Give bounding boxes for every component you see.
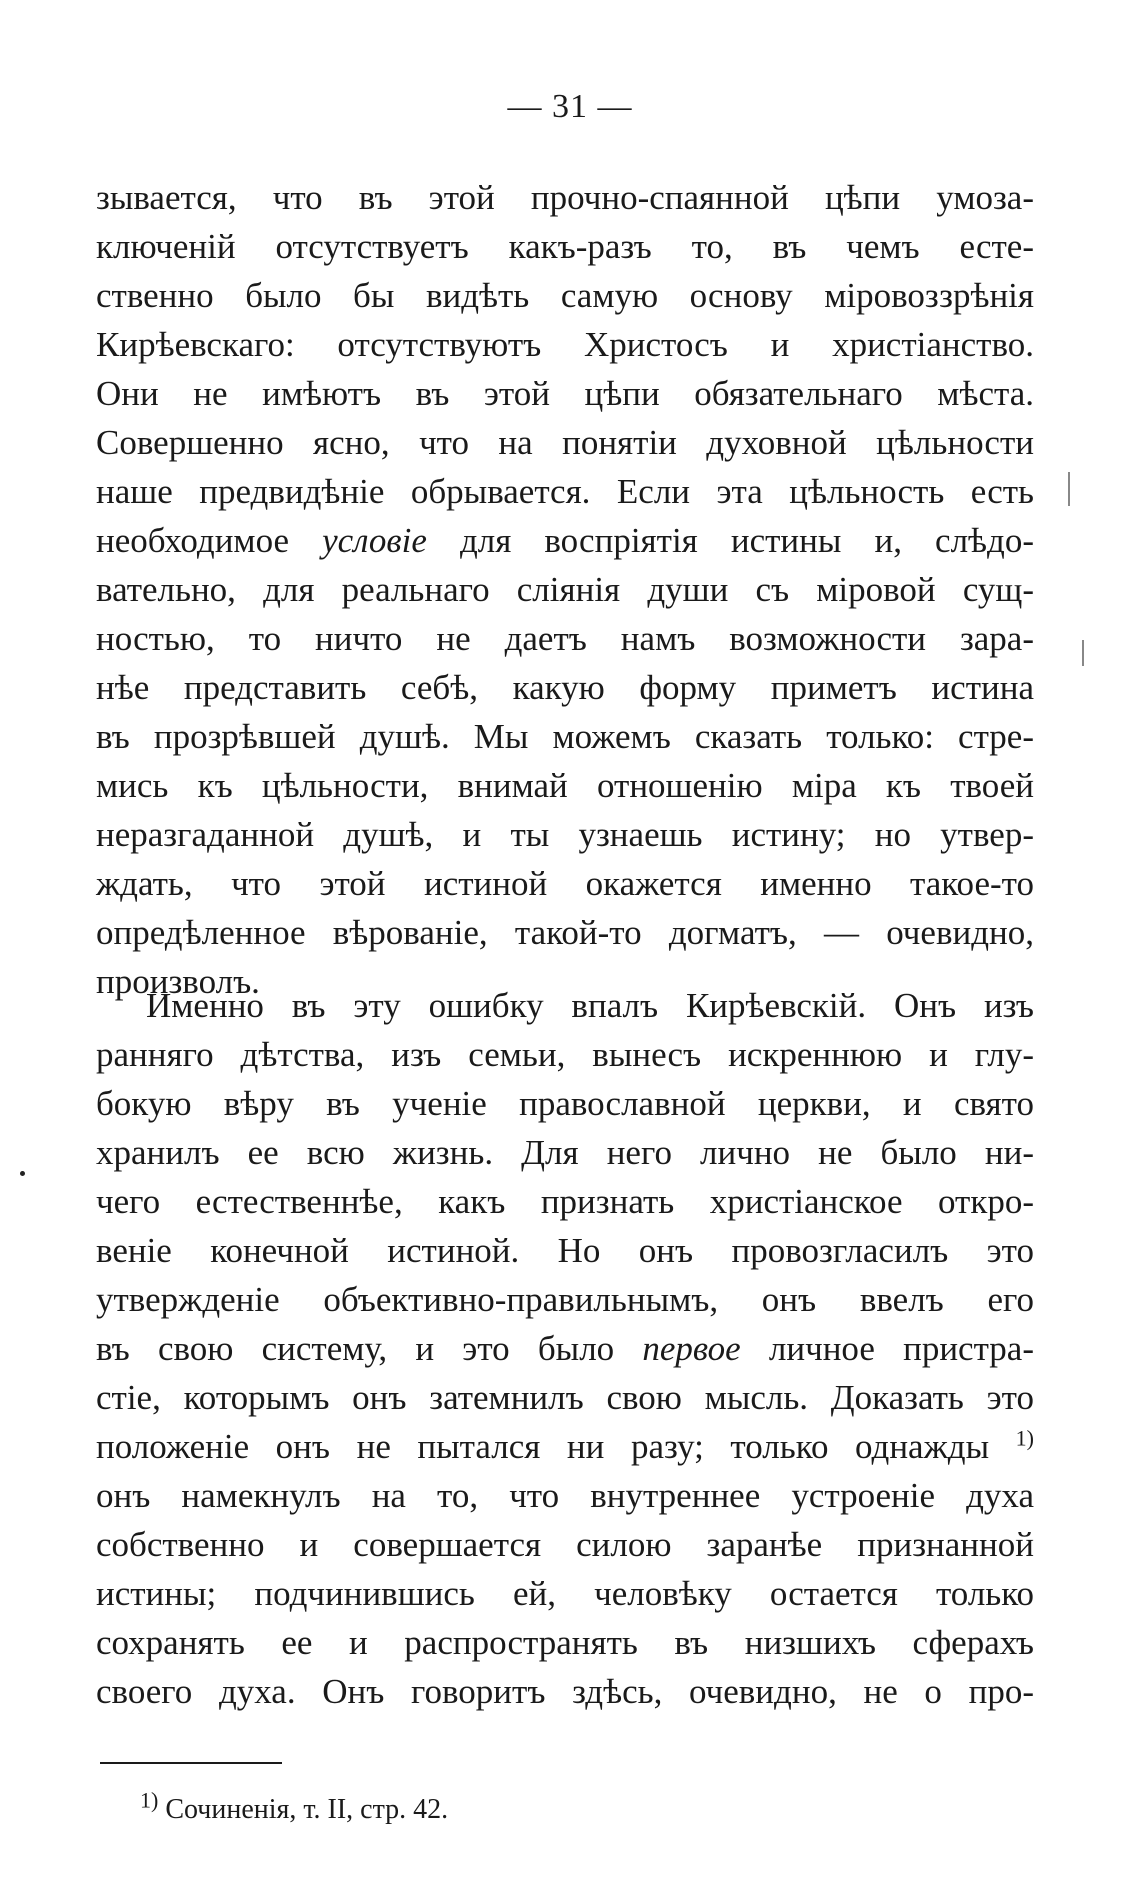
text-line <box>96 1667 1034 1716</box>
text-run: Кирѣевскаго: отсутствуютъ Христосъ и христіанство. <box>96 325 1034 364</box>
text-line <box>96 1275 1034 1324</box>
text-run: хранилъ ее всю жизнь. Для него лично не было ни- <box>96 1133 1034 1172</box>
text-line <box>96 565 1034 614</box>
stray-ink-dot <box>20 1171 25 1176</box>
text-run: нѣе представить себѣ, какую форму приметъ истина <box>96 668 1034 707</box>
text-run: Они не имѣютъ въ этой цѣпи обязательнаго мѣста. <box>96 374 1034 413</box>
italic-emphasis: первое <box>642 1329 741 1368</box>
text-line <box>96 1422 1034 1471</box>
text-line <box>96 1079 1034 1128</box>
footnote <box>140 1787 449 1830</box>
text-run: веніе конечной истиной. Но онъ провозгласилъ это <box>96 1231 1034 1270</box>
text-run: наше предвидѣніе обрывается. Если эта цѣльность есть <box>96 472 1034 511</box>
italic-emphasis: условіе <box>322 521 427 560</box>
text-run: Именно въ эту ошибку впалъ Кирѣевскій. Онъ изъ <box>146 986 1034 1025</box>
text-line <box>96 222 1034 271</box>
text-run: опредѣленное вѣрованіе, такой-то догматъ, — очевидно, <box>96 913 1034 952</box>
text-line <box>96 761 1034 810</box>
text-line <box>96 173 1034 222</box>
text-run: въ прозрѣвшей душѣ. Мы можемъ сказать только: стре- <box>96 717 1034 756</box>
text-line <box>96 810 1034 859</box>
page-number: — 31 — <box>507 88 633 125</box>
text-run: необходимое <box>96 521 323 560</box>
text-line <box>96 1471 1034 1520</box>
text-line <box>96 1373 1034 1422</box>
text-line <box>96 1226 1034 1275</box>
text-line <box>96 1030 1034 1079</box>
text-line <box>96 467 1034 516</box>
text-run: собственно и совершается силою заранѣе признанной <box>96 1525 1034 1564</box>
text-line <box>96 1569 1034 1618</box>
paragraph-1 <box>96 173 1034 1006</box>
text-line <box>96 663 1034 712</box>
text-run: положеніе онъ не пытался ни разу; только однажды <box>96 1427 1016 1466</box>
paragraph-2 <box>96 981 1034 1716</box>
text-run: ранняго дѣтства, изъ семьи, вынесъ искреннюю и глу- <box>96 1035 1034 1074</box>
margin-scan-mark <box>1082 640 1084 666</box>
text-run: бокую вѣру въ ученіе православной церкви, и свято <box>96 1084 1034 1123</box>
text-line <box>96 1177 1034 1226</box>
text-run: неразгаданной душѣ, и ты узнаешь истину; но утвер- <box>96 815 1034 854</box>
footnote-marker: 1) <box>140 1787 159 1813</box>
text-run: въ свою систему, и это было <box>96 1329 643 1368</box>
text-run: ключеній отсутствуетъ какъ-разъ то, въ чемъ есте- <box>96 227 1034 266</box>
text-run: ждать, что этой истиной окажется именно такое-то <box>96 864 1034 903</box>
text-run: мись къ цѣльности, внимай отношенію міра къ твоей <box>96 766 1034 805</box>
text-run: своего духа. Онъ говоритъ здѣсь, очевидно, не о про- <box>96 1672 1034 1711</box>
text-line <box>96 516 1034 565</box>
text-line <box>96 271 1034 320</box>
text-run: зывается, что въ этой прочно-спаянной цѣпи умоза- <box>96 178 1034 217</box>
text-run: сохранять ее и распространять въ низшихъ сферахъ <box>96 1623 1034 1662</box>
text-line <box>96 908 1034 957</box>
text-line <box>96 981 1034 1030</box>
footnote-reference: 1) <box>1015 1425 1034 1451</box>
text-run: произволъ. <box>96 962 260 1001</box>
footnote-text: Сочиненія, т. II, стр. 42. <box>158 1794 449 1825</box>
text-line <box>96 1128 1034 1177</box>
text-line <box>96 712 1034 761</box>
text-run: онъ намекнулъ на то, что внутреннее устроеніе духа <box>96 1476 1034 1515</box>
text-line <box>96 1324 1034 1373</box>
text-run: утвержденіе объективно-правильнымъ, онъ ввелъ его <box>96 1280 1034 1319</box>
text-line <box>96 859 1034 908</box>
text-line <box>96 1520 1034 1569</box>
text-run: личное пристра- <box>740 1329 1035 1368</box>
text-run: истины; подчинившись ей, человѣку остается только <box>96 1574 1034 1613</box>
text-run: чего естественнѣе, какъ признать христіанское откро- <box>96 1182 1034 1221</box>
text-run: ственно было бы видѣть самую основу міровоззрѣнія <box>96 276 1034 315</box>
text-run: Совершенно ясно, что на понятіи духовной цѣльности <box>96 423 1034 462</box>
text-line <box>96 1618 1034 1667</box>
text-run: стіе, которымъ онъ затемнилъ свою мысль. Доказать это <box>96 1378 1034 1417</box>
text-run: ностью, то ничто не даетъ намъ возможности зара- <box>96 619 1034 658</box>
footnote-divider <box>100 1762 282 1764</box>
text-run: вательно, для реальнаго сліянія души съ міровой сущ- <box>96 570 1034 609</box>
text-line <box>96 320 1034 369</box>
text-run: для воспріятія истины и, слѣдо- <box>426 521 1034 560</box>
text-line <box>96 369 1034 418</box>
text-line <box>96 418 1034 467</box>
text-line <box>96 614 1034 663</box>
margin-scan-mark <box>1068 472 1070 506</box>
